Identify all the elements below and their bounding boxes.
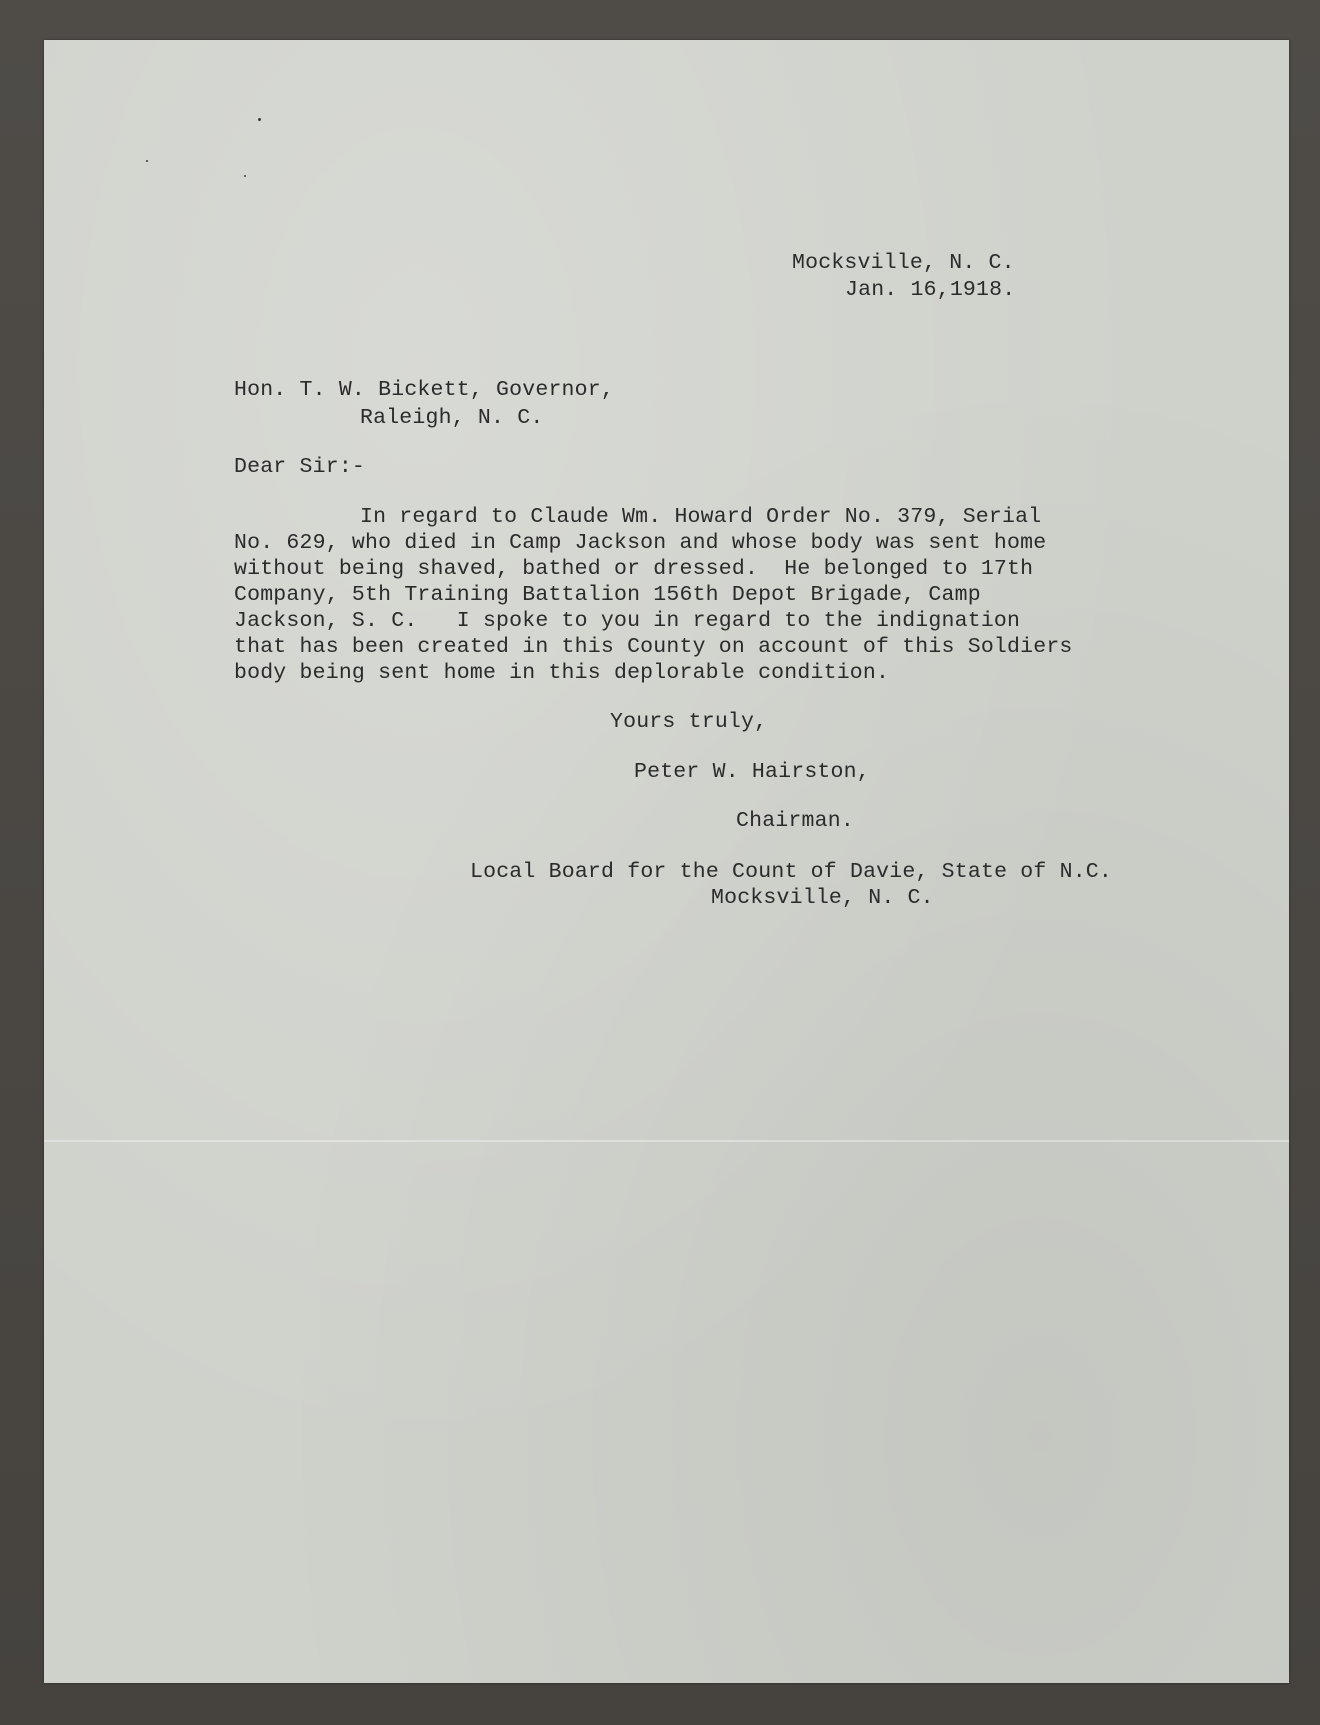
body-line: Company, 5th Training Battalion 156th Depot Brigade, Camp: [234, 583, 981, 607]
signer-title: Chairman.: [736, 809, 854, 833]
closing: Yours truly,: [610, 710, 768, 734]
body-line: without being shaved, bathed or dressed. He belonged to 17th: [234, 557, 1034, 581]
addressee-city: Raleigh, N. C.: [360, 406, 544, 430]
signer-name: Peter W. Hairston,: [634, 760, 870, 784]
addressee-name: Hon. T. W. Bickett, Governor,: [234, 378, 614, 402]
organization: Local Board for the Count of Davie, State of N.C.: [470, 860, 1113, 884]
body-line: Jackson, S. C. I spoke to you in regard to the indignation: [234, 609, 1021, 633]
paper-speck: [258, 118, 261, 121]
letter-date: Jan. 16,1918.: [845, 278, 1016, 302]
paper-speck: [244, 175, 246, 177]
body-line: No. 629, who died in Camp Jackson and whose body was sent home: [234, 531, 1047, 555]
organization-city: Mocksville, N. C.: [711, 886, 934, 910]
salutation: Dear Sir:-: [234, 455, 366, 479]
body-line: In regard to Claude Wm. Howard Order No. 379, Serial: [360, 505, 1042, 529]
letter-place: Mocksville, N. C.: [792, 251, 1015, 275]
paper-speck: [146, 160, 148, 162]
paper-fold: [44, 1140, 1289, 1142]
body-line: body being sent home in this deplorable condition.: [234, 661, 890, 685]
body-line: that has been created in this County on account of this Soldiers: [234, 635, 1073, 659]
